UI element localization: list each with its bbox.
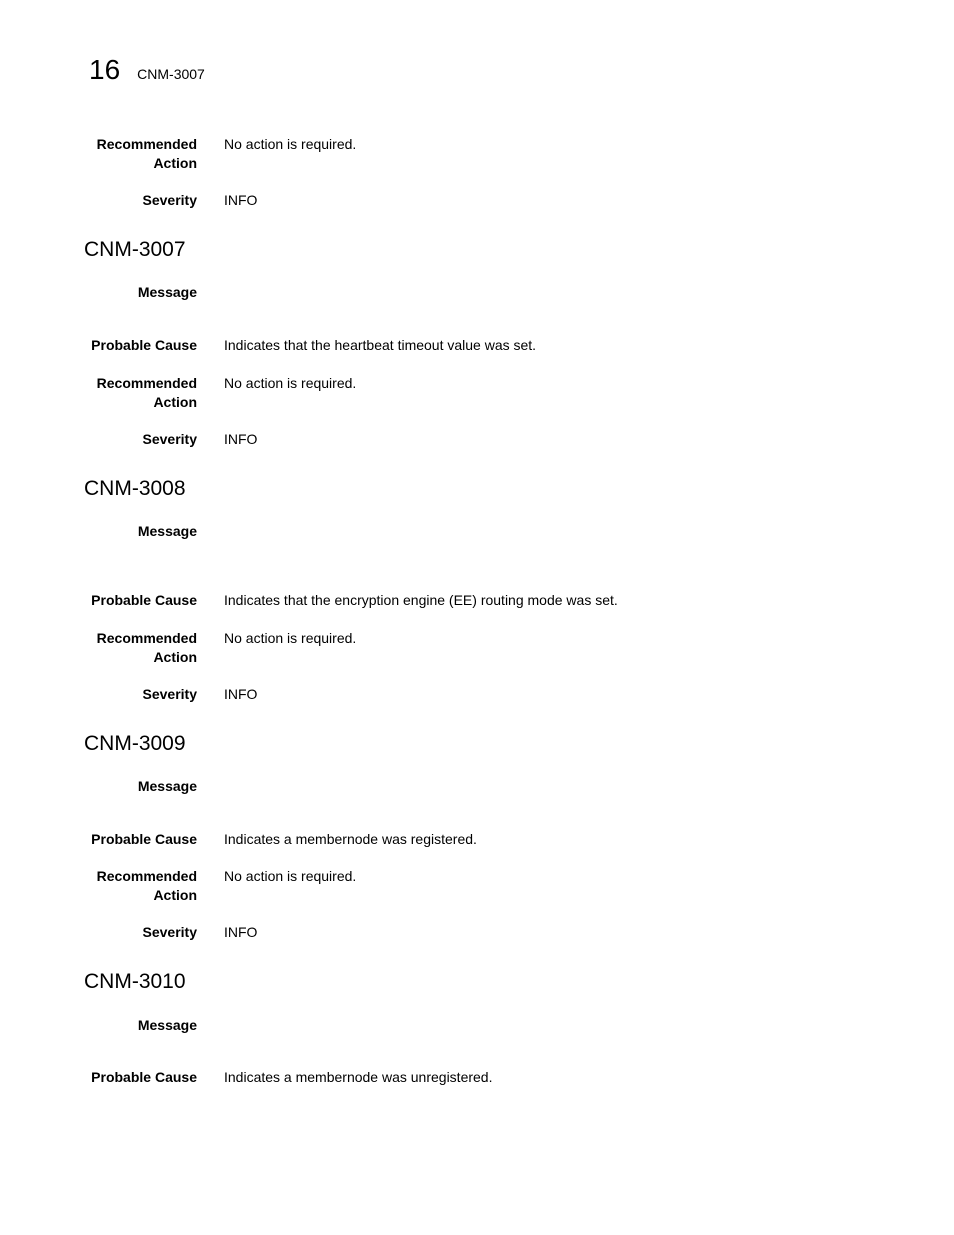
section-heading: CNM-3010 <box>84 970 186 993</box>
message-row <box>0 522 954 541</box>
severity-row <box>0 923 954 942</box>
recommended-action-label: Recommended Action <box>96 630 197 665</box>
probable-cause-label: Probable Cause <box>91 592 197 608</box>
probable-cause-row <box>0 830 954 849</box>
probable-cause-row <box>0 336 954 355</box>
severity-row <box>0 430 954 449</box>
recommended-action-value: No action is required. <box>224 375 357 391</box>
severity-label: Severity <box>142 924 197 940</box>
probable-cause-row <box>0 591 954 610</box>
message-label: Message <box>137 284 197 300</box>
section-heading: CNM-3007 <box>84 238 186 261</box>
recommended-action-value: No action is required. <box>224 868 357 884</box>
probable-cause-label: Probable Cause <box>91 337 197 353</box>
section-heading: CNM-3008 <box>84 477 186 500</box>
message-row <box>0 777 954 796</box>
running-title: CNM-3007 <box>137 66 205 82</box>
probable-cause-value: Indicates that the heartbeat timeout value was set. <box>224 337 537 353</box>
severity-value: INFO <box>224 431 258 447</box>
severity-value: INFO <box>224 192 258 208</box>
chapter-number: 16 <box>89 54 121 85</box>
page-header <box>89 53 205 87</box>
severity-value: INFO <box>224 686 258 702</box>
recommended-action-value: No action is required. <box>224 630 357 646</box>
probable-cause-label: Probable Cause <box>91 831 197 847</box>
recommended-action-value: No action is required. <box>224 136 357 152</box>
severity-label: Severity <box>142 686 197 702</box>
severity-value: INFO <box>224 924 258 940</box>
recommended-action-row <box>0 867 954 905</box>
severity-row <box>0 685 954 704</box>
severity-label: Severity <box>142 431 197 447</box>
recommended-action-row <box>0 374 954 412</box>
message-row <box>0 283 954 302</box>
message-label: Message <box>137 1017 197 1033</box>
severity-row <box>0 191 954 210</box>
probable-cause-row <box>0 1068 954 1087</box>
recommended-action-label: Recommended Action <box>96 375 197 410</box>
severity-label: Severity <box>142 192 197 208</box>
probable-cause-value: Indicates that the encryption engine (EE) routing mode was set. <box>224 592 618 608</box>
probable-cause-value: Indicates a membernode was registered. <box>224 831 477 847</box>
section-heading: CNM-3009 <box>84 732 186 755</box>
probable-cause-label: Probable Cause <box>91 1069 197 1085</box>
probable-cause-value: Indicates a membernode was unregistered. <box>224 1069 493 1085</box>
recommended-action-label: Recommended Action <box>96 868 197 903</box>
message-label: Message <box>137 778 197 794</box>
recommended-action-row <box>0 135 954 173</box>
message-row <box>0 1016 954 1035</box>
recommended-action-label: Recommended Action <box>96 136 197 171</box>
recommended-action-row <box>0 629 954 667</box>
message-label: Message <box>137 523 197 539</box>
